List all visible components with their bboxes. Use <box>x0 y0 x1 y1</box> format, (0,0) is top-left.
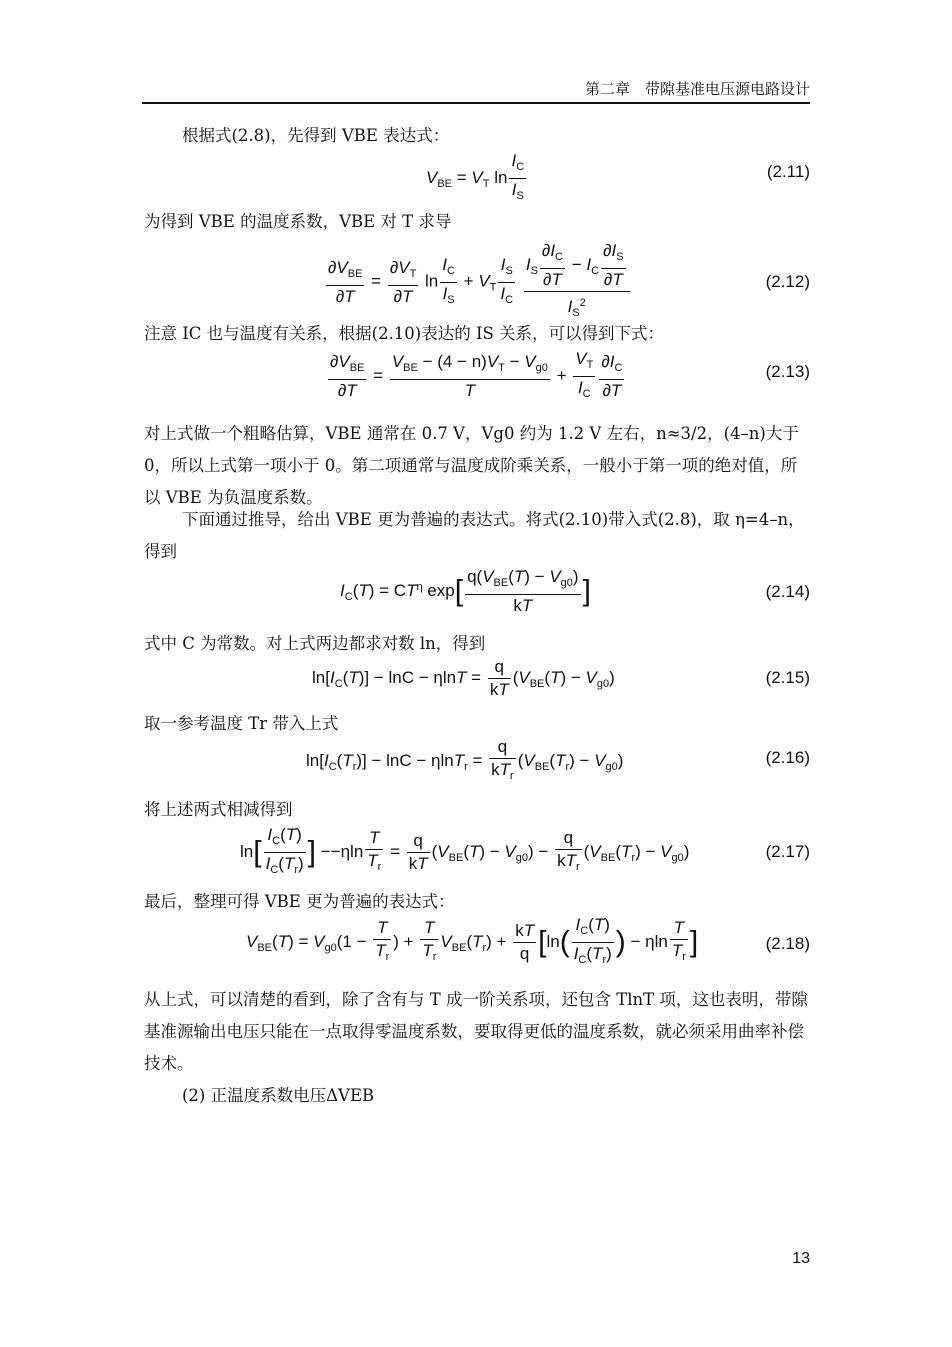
equation-2-17-body: ln[ $\frac{I_C(T)}{I_C(T_r)}$ ] −−ηln $\frac{T}{T_r}$ = $\frac{q}{kT}$ $(V_{BE}(T) - V_{g0})$ − $\frac{q}{kT_r}$ $(V_{BE}(T_r) - V_{g0})$ <box>240 825 690 876</box>
paragraph-8: 将上述两式相减得到 <box>144 800 293 819</box>
paragraph-9: 最后，整理可得 VBE 更为普遍的表达式： <box>144 892 455 911</box>
paragraph-6: 式中 C 为常数。对上式两边都求对数 ln，得到 <box>144 634 486 653</box>
running-header <box>142 78 810 104</box>
equation-number: (2.13) <box>765 362 810 381</box>
equation-2-18 <box>144 914 810 978</box>
equation-2-15-body: $\ln[I_C(T)] - \ln C - \eta\ln T$ = $\frac{q}{kT}$ $(V_{BE}(T) - V_{g0})$ <box>312 657 615 699</box>
paragraph-2: 为得到 VBE 的温度系数，VBE 对 T 求导 <box>144 212 452 231</box>
equation-number: (2.12) <box>765 272 810 291</box>
equation-2-14-body: $I_C(T) = CT^\eta$ exp[ $\frac{q(V_{BE}(T) - V_{g0})}{kT}$ ] <box>340 567 591 615</box>
equation-number: (2.17) <box>765 842 810 861</box>
equation-2-13-body: $\frac{\partial V_{BE}}{\partial T}$ = $\frac{V_{BE} - (4 - n)V_T - V_{g0}}{T}$ + $\frac{V_T}{I_C}$ $\frac{\partial I_C}{\partial T}$ <box>330 349 623 400</box>
equation-number: (2.18) <box>765 934 810 953</box>
paragraph-11: (2) 正温度系数电压ΔVEB <box>182 1086 375 1105</box>
equation-2-14 <box>144 566 810 622</box>
equation-number: (2.11) <box>766 162 810 181</box>
equation-2-16 <box>144 736 810 786</box>
equation-2-13 <box>144 346 810 408</box>
equation-2-11-body: $V_{BE} = V_T$ ln $\frac{I_C}{I_S}$ <box>426 151 525 202</box>
header-title: 第二章 带隙基准电压源电路设计 <box>584 80 810 98</box>
equation-number: (2.16) <box>765 748 810 767</box>
equation-2-16-body: $\ln[I_C(T_r)] - \ln C - \eta\ln T_r$ = $\frac{q}{kT_r}$ $(V_{BE}(T_r) - V_{g0})$ <box>306 737 624 782</box>
paragraph-1: 根据式(2.8)，先得到 VBE 表达式： <box>182 126 450 145</box>
equation-2-15 <box>144 656 810 704</box>
equation-number: (2.14) <box>765 582 810 601</box>
equation-2-18-body: $V_{BE}(T) = V_{g0}(1$ − $\frac{T}{T_r}$ ) + $\frac{T}{T_r}$ $V_{BE}(T_r)$ + $\frac{kT}{q}$ [ln( $\frac{I_C(T)}{I_C(T_r)}$ ) − ηln $\frac{T}{T_r}$ ] <box>246 915 699 966</box>
equation-2-12 <box>144 238 810 318</box>
paragraph-4: 对上式做一个粗略估算，VBE 通常在 0.7 V，Vg0 约为 1.2 V 左右，n≈3/2，(4–n)大于 0，所以上式第一项小于 0。第二项通常与温度成阶乘关系，一般小于第一项的绝对值，所以 VBE 为负温度系数。 <box>144 424 799 507</box>
paragraph-7: 取一参考温度 Tr 带入上式 <box>144 714 339 733</box>
page-number: 13 <box>792 1250 810 1267</box>
equation-2-17 <box>144 824 810 882</box>
equation-number: (2.15) <box>765 668 810 687</box>
paragraph-3: 注意 IC 也与温度有关系，根据(2.10)表达的 IS 关系，可以得到下式： <box>144 324 665 343</box>
paragraph-10: 从上式，可以清楚的看到，除了含有与 T 成一阶关系项，还包含 TlnT 项，这也表明，带隙基准源输出电压只能在一点取得零温度系数，要取得更低的温度系数，就必须采用曲率补偿技术。 <box>144 990 808 1073</box>
equation-2-12-body: $\frac{\partial V_{BE}}{\partial T}$ = $\frac{\partial V_T}{\partial T}$ ln $\frac{I_C}{I_S}$ + $V_T$ $\frac{I_S}{I_C}$ $I_S$ $\frac{\partial I_C}{\partial T}$ − $I_C$ $\frac{\partial I_S}{\partial T}$ $I_S^2$ <box>324 240 632 324</box>
paragraph-5: 下面通过推导，给出 VBE 更为普遍的表达式。将式(2.10)带入式(2.8)，取 η=4–n，得到 <box>144 510 805 561</box>
equation-2-11 <box>144 146 810 204</box>
